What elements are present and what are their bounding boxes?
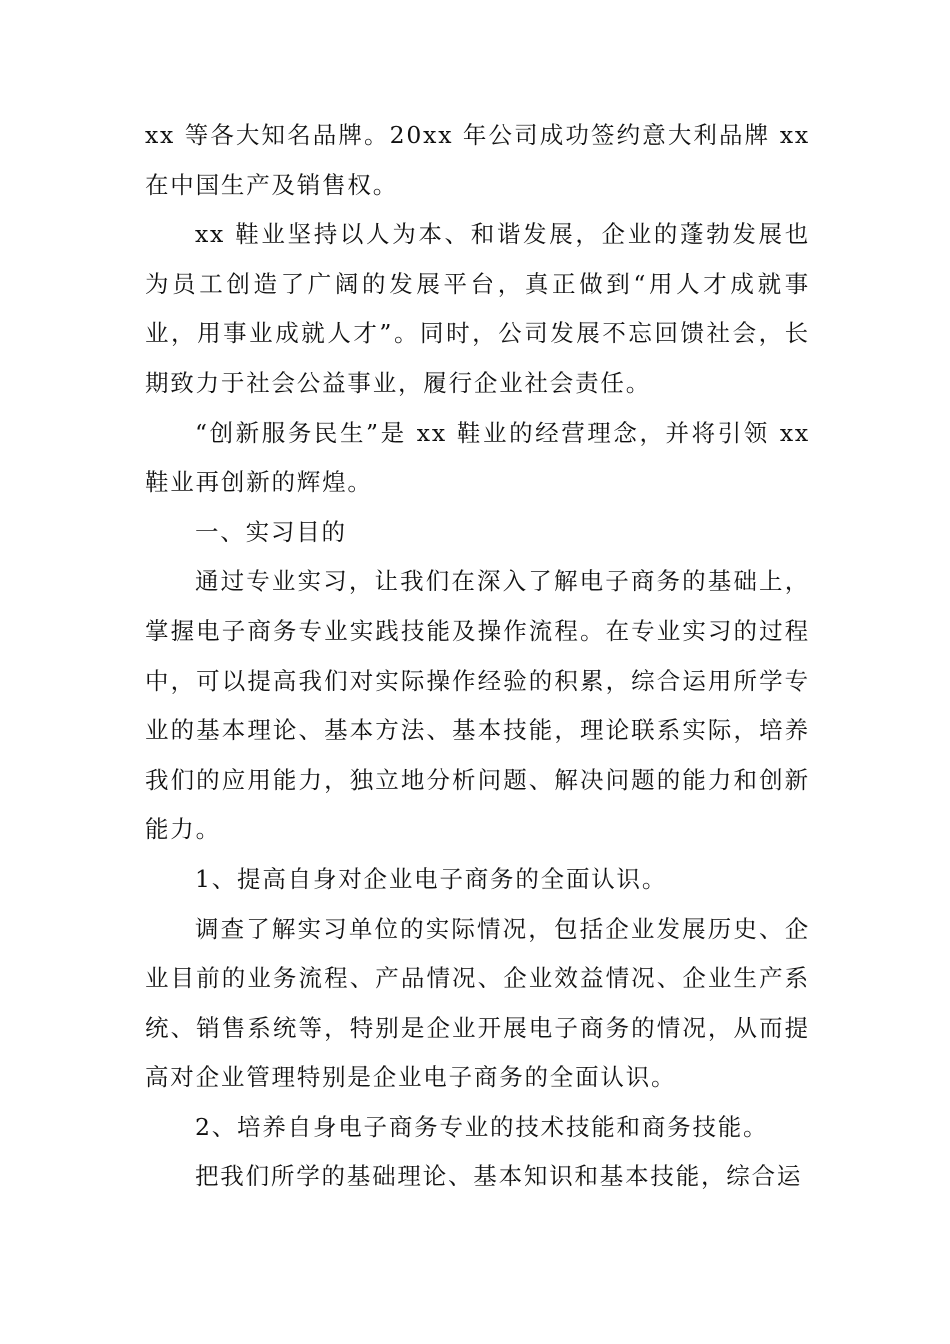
paragraph-brands: xx 等各大知名品牌。20xx 年公司成功签约意大利品牌 xx 在中国生产及销售权。: [145, 121, 810, 199]
subheading-item-2: 2、培养自身电子商务专业的技术技能和商务技能。: [195, 1112, 769, 1141]
paragraph-item-2-detail: 把我们所学的基础理论、基本知识和基本技能，综合运: [195, 1162, 803, 1191]
document-body: [145, 111, 810, 1202]
section-heading-internship-purpose: 一、实习目的: [195, 517, 347, 546]
paragraph-internship-purpose: 通过专业实习，让我们在深入了解电子商务的基础上，掌握电子商务专业实践技能及操作流程。在专业实习的过程中，可以提高我们对实际操作经验的积累，综合运用所学专业的基本理论、基本方法、基本技能，理论联系实际，培养我们的应用能力，独立地分析问题、解决问题的能力和创新能力。: [145, 567, 810, 844]
paragraph-company-culture: xx 鞋业坚持以人为本、和谐发展，企业的蓬勃发展也为员工创造了广阔的发展平台，真正做到“用人才成就事业，用事业成就人才”。同时，公司发展不忘回馈社会，长期致力于社会公益事业，履行企业社会责任。: [145, 220, 810, 397]
paragraph-item-1-detail: 调查了解实习单位的实际情况，包括企业发展历史、企业目前的业务流程、产品情况、企业效益情况、企业生产系统、销售系统等，特别是企业开展电子商务的情况，从而提高对企业管理特别是企业电子商务的全面认识。: [145, 914, 810, 1092]
subheading-item-1: 1、提高自身对企业电子商务的全面认识。: [195, 864, 668, 893]
paragraph-business-philosophy: “创新服务民生”是 xx 鞋业的经营理念，并将引领 xx 鞋业再创新的辉煌。: [145, 418, 810, 497]
